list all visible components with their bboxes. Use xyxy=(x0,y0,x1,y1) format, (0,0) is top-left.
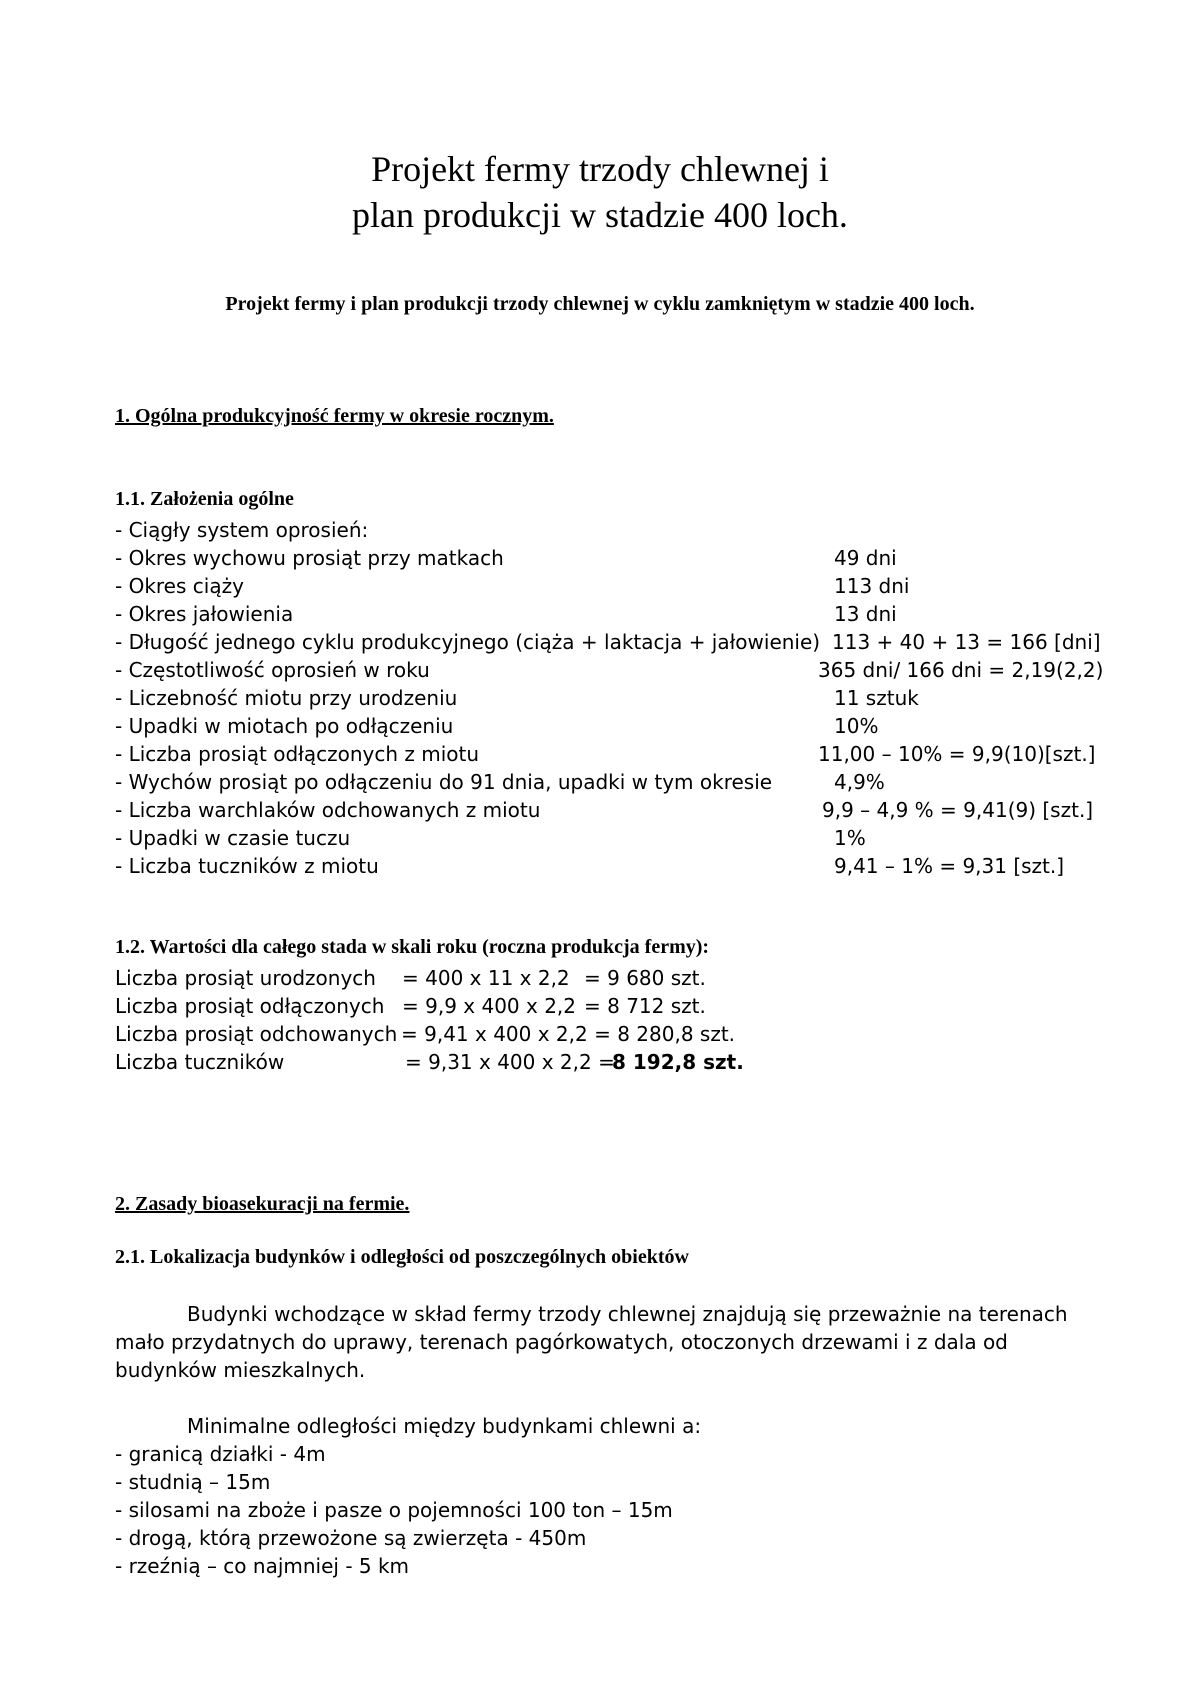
herd-value-result: = 8 712 szt. xyxy=(584,994,706,1018)
distance-item: - studnią – 15m xyxy=(115,1470,271,1494)
assumption-value: 113 dni xyxy=(834,574,910,598)
distance-item: - rzeźnią – co najmniej - 5 km xyxy=(115,1554,410,1578)
assumption-value: 365 dni/ 166 dni = 2,19(2,2) xyxy=(818,658,1104,682)
herd-value-formula: = 9,31 x 400 x 2,2 = xyxy=(405,1050,615,1074)
assumption-value: 1% xyxy=(834,826,866,850)
assumption-value: 4,9% xyxy=(834,770,885,794)
section-1-2-heading: 1.2. Wartości dla całego stada w skali roku (roczna produkcja fermy): xyxy=(115,936,710,958)
herd-value-formula: = 9,41 x 400 x 2,2 = 8 280,8 szt. xyxy=(401,1022,736,1046)
assumption-label: - Okres ciąży xyxy=(115,574,244,598)
document-subtitle: Projekt fermy i plan produkcji trzody chlewnej w cyklu zamkniętym w stadzie 400 loch. xyxy=(225,293,975,315)
herd-value-label: Liczba prosiąt odłączonych xyxy=(115,994,385,1018)
distance-item: - silosami na zboże i pasze o pojemności 100 ton – 15m xyxy=(115,1498,673,1522)
section-1-heading: 1. Ogólna produkcyjność fermy w okresie rocznym. xyxy=(115,405,554,427)
assumption-value: 11 sztuk xyxy=(834,686,919,710)
assumption-value: 9,9 – 4,9 % = 9,41(9) [szt.] xyxy=(822,798,1094,822)
assumption-label: - Upadki w czasie tuczu xyxy=(115,826,351,850)
assumption-label: - Częstotliwość oprosień w roku xyxy=(115,658,430,682)
section-2-heading: 2. Zasady bioasekuracji na fermie. xyxy=(115,1193,410,1215)
distance-item: - granicą działki - 4m xyxy=(115,1442,326,1466)
herd-value-result: = 9 680 szt. xyxy=(584,966,706,990)
herd-value-label: Liczba tuczników xyxy=(115,1050,285,1074)
assumption-value: 113 + 40 + 13 = 166 [dni] xyxy=(832,630,1101,654)
assumption-value: 9,41 – 1% = 9,31 [szt.] xyxy=(834,854,1065,878)
distance-item: - drogą, którą przewożone są zwierzęta - 450m xyxy=(115,1526,587,1550)
section-1-1-heading: 1.1. Założenia ogólne xyxy=(115,488,294,510)
location-paragraph: Budynki wchodzące w skład fermy trzody chlewnej znajdują się przeważnie na terenach mało przydatnych do uprawy, terenach pagórkowatych, otoczonych drzewami i z dala od budynków mieszkalnych. xyxy=(115,1302,1068,1382)
assumption-label: - Upadki w miotach po odłączeniu xyxy=(115,714,454,738)
document-title-line-1: Projekt fermy trzody chlewnej i xyxy=(371,149,829,189)
assumption-label: - Liczba warchlaków odchowanych z miotu xyxy=(115,798,541,822)
assumption-label: - Liczba prosiąt odłączonych z miotu xyxy=(115,742,480,766)
assumption-label: - Wychów prosiąt po odłączeniu do 91 dnia, upadki w tym okresie xyxy=(115,770,773,794)
assumption-value: 13 dni xyxy=(834,602,897,626)
herd-value-label: Liczba prosiąt odchowanych xyxy=(115,1022,398,1046)
assumption-label: - Długość jednego cyklu produkcyjnego (ciąża + laktacja + jałowienie) xyxy=(115,630,821,654)
section-2-1-heading: 2.1. Lokalizacja budynków i odległości od poszczególnych obiektów xyxy=(115,1246,689,1268)
distances-intro: Minimalne odległości między budynkami chlewni a: xyxy=(187,1414,702,1438)
herd-value-formula: = 9,9 x 400 x 2,2 xyxy=(402,994,577,1018)
document-title-line-2: plan produkcji w stadzie 400 loch. xyxy=(352,195,848,235)
assumption-label: - Ciągły system oprosień: xyxy=(115,518,369,542)
assumption-value: 11,00 – 10% = 9,9(10)[szt.] xyxy=(818,742,1096,766)
herd-value-formula: = 400 x 11 x 2,2 xyxy=(402,966,570,990)
assumption-label: - Liczebność miotu przy urodzeniu xyxy=(115,686,458,710)
assumption-value: 10% xyxy=(834,714,879,738)
herd-value-result: 8 192,8 szt. xyxy=(612,1050,744,1074)
herd-value-label: Liczba prosiąt urodzonych xyxy=(115,966,376,990)
assumption-label: - Liczba tuczników z miotu xyxy=(115,854,379,878)
assumption-label: - Okres jałowienia xyxy=(115,602,294,626)
assumption-label: - Okres wychowu prosiąt przy matkach xyxy=(115,546,504,570)
assumption-value: 49 dni xyxy=(834,546,897,570)
